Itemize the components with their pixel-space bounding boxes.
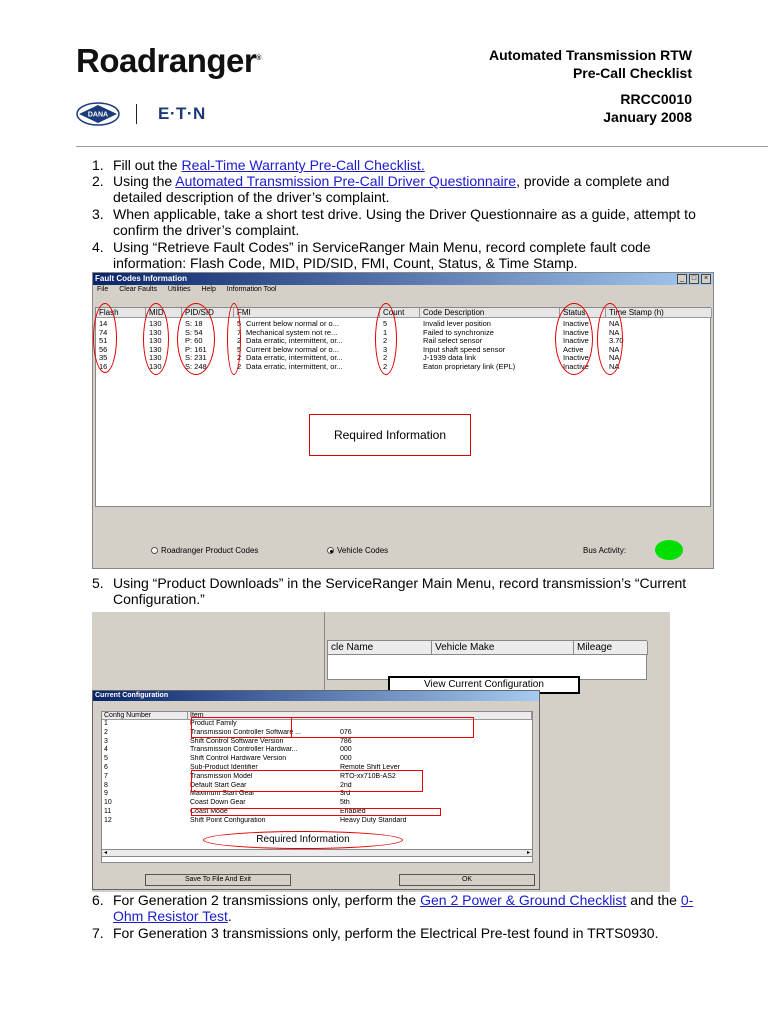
fault-cell: 5 <box>383 320 388 328</box>
config-cell: Default Start Gear <box>190 781 247 789</box>
warranty-checklist-link[interactable]: Real-Time Warranty Pre-Call Checklist. <box>181 157 425 173</box>
eaton-logo: E·T·N <box>158 104 206 123</box>
fault-cell: S: 248 <box>185 362 207 371</box>
fault-cell: Inactive <box>563 320 589 328</box>
config-cell: Shift Control Hardware Version <box>190 755 287 763</box>
save-to-file-button[interactable]: Save To File And Exit <box>145 874 291 886</box>
fault-cell: 51 <box>99 337 108 345</box>
config-cell: 10 <box>104 799 112 807</box>
fault-cell: S: 231 <box>185 354 207 362</box>
radio-off-icon[interactable] <box>151 547 158 554</box>
step-1: 1. Fill out the Real-Time Warranty Pre-Call Checklist. <box>92 157 425 173</box>
fault-window-footer <box>93 536 713 568</box>
config-cell: 12 <box>104 816 112 824</box>
config-cell: Coast Mode <box>190 808 228 815</box>
col-flash[interactable]: Flash <box>96 308 146 318</box>
fault-cell: Inactive <box>563 328 589 337</box>
config-cell: Heavy Duty Standard <box>340 816 407 824</box>
col-mileage[interactable]: Mileage <box>574 641 648 655</box>
config-cell: 11 <box>104 808 112 815</box>
logo-divider <box>136 104 137 124</box>
fault-cell: S: 18 <box>185 320 203 328</box>
col-vehicle-make[interactable]: Vehicle Make <box>432 641 574 655</box>
config-cell: Enabled <box>340 808 366 815</box>
highlight-pid-sid <box>177 303 215 375</box>
config-cell: 4 <box>104 746 108 754</box>
config-cell: Shift Control Software Version <box>190 737 284 745</box>
fault-cell: 2 <box>383 362 388 371</box>
config-cell: 3rd <box>340 790 351 798</box>
config-cell: 000 <box>340 755 352 763</box>
highlight-time-stamp <box>597 303 623 375</box>
fault-cell: 56 <box>99 345 108 354</box>
config-cell: 6 <box>104 764 108 771</box>
col-vehicle-name[interactable]: cle Name <box>328 641 432 655</box>
fault-cell: 130 <box>149 337 162 345</box>
gen2-power-ground-link[interactable]: Gen 2 Power & Ground Checklist <box>420 892 627 908</box>
col-pid-sid[interactable]: PID/SID <box>182 308 234 318</box>
config-cell: Transmission Controller Software ... <box>190 728 301 736</box>
dana-logo <box>76 102 120 126</box>
fault-cell: NA <box>609 362 620 371</box>
menu-file[interactable]: File <box>97 286 109 293</box>
fault-cell: S: 54 <box>185 328 203 337</box>
highlight-mid <box>143 303 169 375</box>
fault-cell: 130 <box>149 354 162 362</box>
vehicle-table <box>327 640 647 680</box>
fault-cell: NA <box>609 354 620 362</box>
fault-cell: 3 <box>383 345 388 354</box>
fault-cell: 2 <box>383 354 388 362</box>
doc-meta: RRCC0010 January 2008 <box>603 91 692 125</box>
config-cell: Maximum Start Gear <box>190 790 255 798</box>
config-window-title: Current Configuration <box>93 691 539 701</box>
maximize-button[interactable]: □ <box>689 274 699 284</box>
fault-cell: Inactive <box>563 362 589 371</box>
config-cell: Transmission Controller Hardwar... <box>190 746 298 754</box>
fault-cell: 2 <box>383 337 388 345</box>
col-item[interactable]: Item <box>188 712 532 720</box>
fault-cell: 14 <box>99 320 108 328</box>
radio-product-codes[interactable]: Roadranger Product Codes <box>151 546 258 555</box>
menu-information-tool[interactable]: Information Tool <box>226 286 277 293</box>
fault-cell: 7 <box>237 328 242 337</box>
fault-cell: 2 <box>237 362 242 371</box>
fault-cell: Data erratic, intermittent, or... <box>246 354 343 362</box>
fault-cell: NA <box>609 328 620 337</box>
roadranger-logo: Roadranger® <box>76 42 261 79</box>
scroll-left-icon[interactable]: ◂ <box>104 850 108 856</box>
config-cell: Sub-Product Identifier <box>190 764 258 771</box>
zero-ohm-resistor-link[interactable]: 0-Ohm Resistor Test <box>113 892 694 924</box>
vehicle-panel <box>324 612 670 702</box>
minimize-button[interactable]: _ <box>677 274 687 284</box>
fault-cell: Inactive <box>563 354 589 362</box>
bus-activity-label: Bus Activity: <box>583 546 627 555</box>
col-config-number[interactable]: Config Number <box>102 712 188 720</box>
fault-cell: Current below normal or o... <box>246 320 339 328</box>
col-fmi[interactable]: FMI <box>234 308 380 318</box>
config-cell: 3 <box>104 737 108 745</box>
menu-clear-faults[interactable]: Clear Faults <box>119 286 157 293</box>
config-cell: 9 <box>104 790 108 798</box>
fault-cell: Current below normal or o... <box>246 345 339 354</box>
highlight-flash <box>93 303 117 373</box>
config-cell: Remote Shift Lever <box>340 764 400 771</box>
fault-cell: 2 <box>237 337 242 345</box>
highlight-shift-point <box>191 808 441 816</box>
fault-cell: 5 <box>237 345 242 354</box>
required-info-label: Required Information <box>309 414 471 456</box>
fault-cell: Invalid lever position <box>423 320 491 328</box>
fault-cell: Mechanical system not re... <box>246 328 338 337</box>
menu-utilities[interactable]: Utilities <box>167 286 191 293</box>
highlight-fmi <box>227 303 241 375</box>
fault-cell: 1 <box>383 328 388 337</box>
highlight-model-gears <box>191 770 423 792</box>
view-current-configuration-button[interactable]: View Current Configuration <box>388 676 580 694</box>
step-6: 6. For Generation 2 transmissions only, perform the Gen 2 Power & Ground Checklist and the 0-Ohm Resistor Test. <box>92 892 694 924</box>
fault-cell: Active <box>563 345 584 354</box>
horizontal-scrollbar[interactable] <box>101 849 533 857</box>
fault-cell: 3.70 <box>609 337 624 345</box>
step-5: 5. Using “Product Downloads” in the ServiceRanger Main Menu, record transmission’s “Current Configuration.” <box>92 575 687 607</box>
close-button[interactable]: × <box>701 274 711 284</box>
highlight-software-labels <box>191 717 291 738</box>
highlight-status <box>555 303 593 375</box>
config-cell: 5th <box>340 799 350 807</box>
config-cell: 2 <box>104 728 108 736</box>
config-cell: RTO-xx710B-AS2 <box>340 772 396 780</box>
config-cell: Coast Down Gear <box>190 799 246 807</box>
fault-cell: P: 60 <box>185 337 203 345</box>
scroll-right-icon[interactable]: ▸ <box>526 850 530 856</box>
fault-cell: 16 <box>99 362 108 371</box>
menu-bar <box>93 285 713 295</box>
fault-cell: Rail select sensor <box>423 337 483 345</box>
fault-cell: NA <box>609 345 620 354</box>
fault-cell: 35 <box>99 354 108 362</box>
fault-cell: P: 161 <box>185 345 207 354</box>
step-3: 3. When applicable, take a short test drive. Using the Driver Questionnaire as a guide, attempt to confirm the driver’s complaint. <box>92 206 696 238</box>
fault-cell: 2 <box>237 354 242 362</box>
config-cell: Product Family <box>190 720 237 727</box>
fault-cell: Eaton proprietary link (EPL) <box>423 362 516 371</box>
fault-cell: 130 <box>149 320 162 328</box>
config-cell: 5 <box>104 755 108 763</box>
config-cell: 7 <box>104 772 108 780</box>
driver-questionnaire-link[interactable]: Automated Transmission Pre-Call Driver Questionnaire <box>175 173 517 189</box>
radio-on-icon[interactable] <box>327 547 334 554</box>
highlight-count <box>375 303 397 375</box>
fault-cell: NA <box>609 320 620 328</box>
col-code-description[interactable]: Code Description <box>420 308 560 318</box>
fault-cell: 74 <box>99 328 108 337</box>
step-7: 7. For Generation 3 transmissions only, perform the Electrical Pre-test found in TRTS0930. <box>92 925 659 941</box>
fault-cell: 130 <box>149 328 162 337</box>
menu-help[interactable]: Help <box>201 286 216 293</box>
header-rule <box>76 146 768 147</box>
config-cell: 1 <box>104 720 108 727</box>
config-cell: 076 <box>340 728 352 736</box>
fault-cell: Failed to synchronize <box>423 328 494 337</box>
fault-cell: 130 <box>149 345 162 354</box>
config-cell: 8 <box>104 781 108 789</box>
current-configuration-window <box>92 690 540 890</box>
fault-cell: Input shaft speed sensor <box>423 345 506 354</box>
fault-cell: 130 <box>149 362 162 371</box>
col-status[interactable]: Status <box>560 308 606 318</box>
config-cell: 2nd <box>340 781 352 789</box>
required-info-oval: Required Information <box>203 831 403 849</box>
config-cell: Transmission Model <box>190 772 253 780</box>
doc-title: Automated Transmission RTW Pre-Call Checklist <box>488 47 692 81</box>
col-mid[interactable]: MID <box>146 308 182 318</box>
fault-cell: J-1939 data link <box>423 354 476 362</box>
highlight-software-versions <box>291 717 474 738</box>
fault-window-title: Fault Codes Information <box>93 273 713 285</box>
col-count[interactable]: Count <box>380 308 420 318</box>
fault-cell: 5 <box>237 320 242 328</box>
svg-text:DANA: DANA <box>87 111 109 119</box>
fault-cell: Inactive <box>563 337 589 345</box>
radio-vehicle-codes[interactable]: Vehicle Codes <box>327 546 388 555</box>
current-configuration-screenshot <box>92 612 670 892</box>
fault-cell: Data erratic, intermittent, or... <box>246 337 343 345</box>
config-cell: 786 <box>340 737 352 745</box>
fault-codes-window <box>92 272 714 569</box>
step-4: 4. Using “Retrieve Fault Codes” in ServiceRanger Main Menu, record complete fault code information: Flash Code, MID, PID/SID, FMI, Count, Status, & Time Stamp. <box>92 239 651 271</box>
col-time-stamp[interactable]: Time Stamp (h) <box>606 308 712 318</box>
step-2: 2. Using the Automated Transmission Pre-Call Driver Questionnaire, provide a complete and detailed description of the driver’s complaint. <box>92 173 670 205</box>
config-cell: Shift Point Configuration <box>190 816 266 824</box>
fault-cell: Data erratic, intermittent, or... <box>246 362 343 371</box>
config-cell: 000 <box>340 746 352 754</box>
bus-activity-indicator <box>655 540 683 560</box>
ok-button[interactable]: OK <box>399 874 535 886</box>
